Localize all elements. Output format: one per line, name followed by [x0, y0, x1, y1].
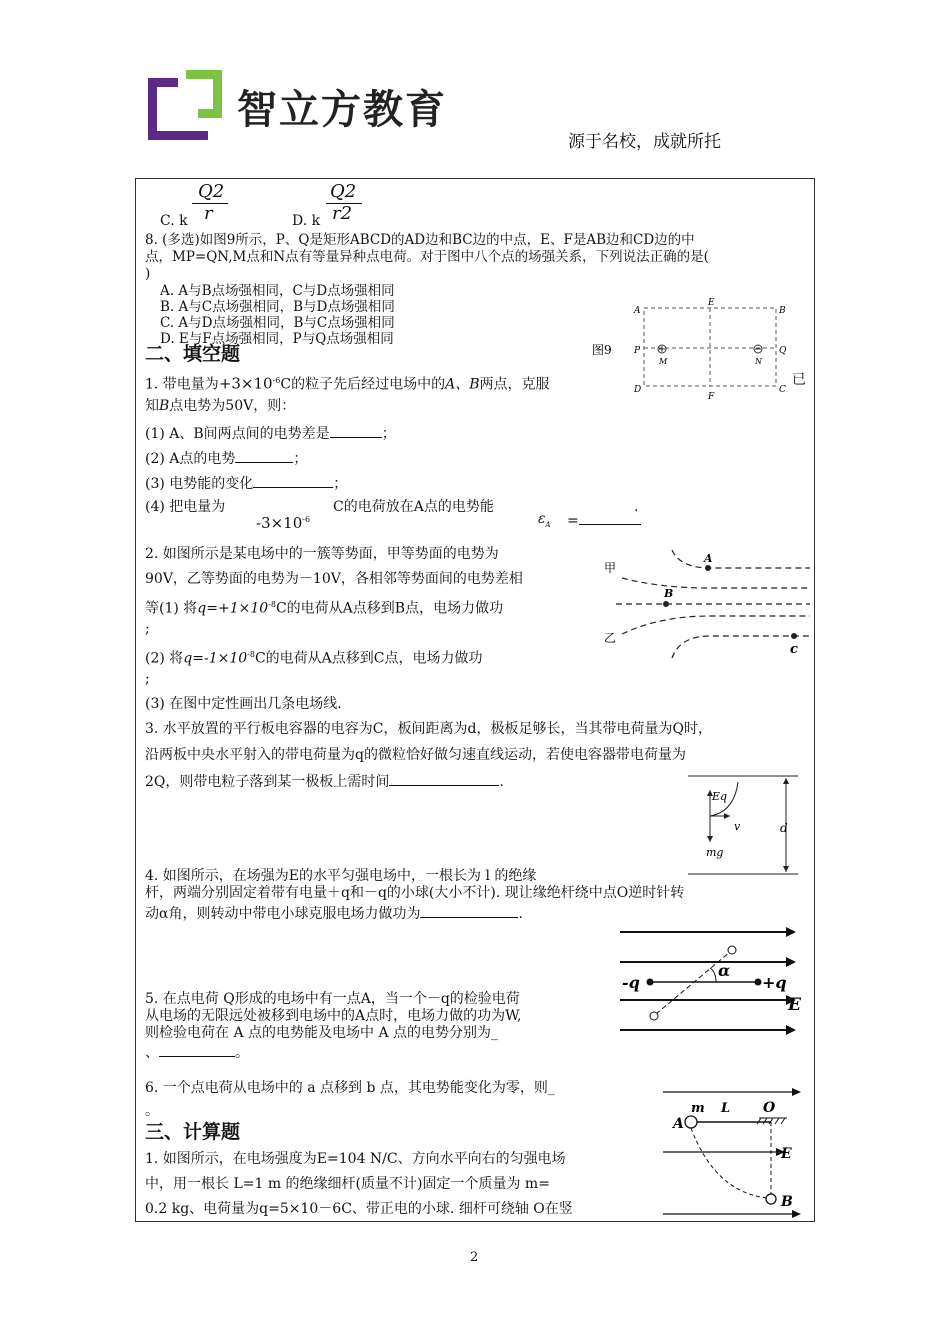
f4-line-2: 杆，两端分别固定着带有电量＋q和－q的小球(大小不计). 现让缘绝杆绕中点O逆时针转: [145, 885, 685, 901]
f5-line-1: 5. 在点电荷 Q形成的电场中有一点A，当一个－q的检验电荷: [145, 991, 520, 1007]
q8-option-a: A. A与B点场强相同，C与D点场强相同: [160, 283, 395, 299]
option-c: C. k: [160, 213, 188, 229]
label-o: O: [763, 1100, 776, 1116]
label-v: v: [734, 820, 741, 833]
label-a: A: [673, 1116, 684, 1132]
fig9-label-d: D: [634, 385, 642, 395]
frac-d-denominator: r2: [332, 203, 353, 224]
f1-sub-4: (4) 把电量为: [145, 499, 226, 515]
f6-line-1: 6. 一个点电荷从电场中的 a 点移到 b 点，其电势能变化为零，则_: [145, 1080, 555, 1096]
f1-sub-4-text: C的电荷放在A点的电势能: [333, 499, 494, 515]
figure-9-rectangle-diagram: [588, 292, 798, 404]
f1-sub-4-eq: =: [567, 511, 641, 530]
answer-blank[interactable]: [159, 1043, 235, 1057]
label-yi: 乙: [604, 631, 617, 645]
answer-blank[interactable]: [253, 474, 333, 488]
point-c: [791, 633, 797, 639]
f2-line-5: (2) 将$q=-1\times 10^{-8}C$的电荷从A点移到C点，电场力做功: [145, 650, 483, 667]
point-a: [705, 565, 711, 571]
label-neg-q: -q: [622, 973, 640, 992]
pendulum-rod-figure: [655, 1082, 810, 1220]
c1-line-2: 中，用一根长 L=1 m 的绝缘细杆(质量不计)固定一个质量为 m=: [145, 1176, 550, 1192]
f3-line-3: 2Q，则带电粒子落到某一极板上需时间 .: [145, 774, 504, 790]
frac-d-numerator: Q2: [330, 181, 357, 202]
label-jia: 甲: [604, 561, 617, 575]
f1-sub-3: (3) 电势能的变化 ；: [145, 476, 348, 492]
option-d: D. k: [292, 213, 321, 229]
q8-option-d: D. E与F点场强相同，P与Q点场强相同: [160, 331, 394, 347]
f1-sub-4-epsilon: $\varepsilon_A$: [538, 511, 551, 529]
slogan: 源于名校，成就所托: [568, 132, 721, 152]
q8-line-3: ): [145, 266, 151, 282]
f1-sub-4-charge: $-3\times 10^{-6}$: [256, 514, 311, 532]
label-b: B: [781, 1194, 793, 1210]
label-m: m: [691, 1101, 705, 1116]
f5-line-2: 从电场的无限远处被移到电场中的A点时，电场力做的功为W,: [145, 1008, 522, 1024]
label-c: c: [790, 642, 798, 657]
q8-line-2: 点，MP=QN,M点和N点有等量异种点电荷。对于图中八个点的场强关系，下列说法正确的是(: [145, 249, 709, 265]
f2-line-2: 90V，乙等势面的电势为－10V，各相邻等势面间的电势差相: [145, 571, 523, 587]
fig9-caption: 图9: [592, 343, 612, 357]
f1-line-2: 知B点电势为50V，则：: [145, 398, 296, 414]
q8-option-b: B. A与C点场强相同，B与D点场强相同: [160, 299, 395, 315]
fig9-label-m: M: [659, 357, 668, 366]
f5-line-4: 、 。: [145, 1045, 249, 1061]
fig9-label-e: E: [708, 298, 715, 308]
fig9-label-c: C: [779, 385, 786, 395]
equipotential-figure: [600, 540, 812, 665]
f4-line-1: 4. 如图所示，在场强为E的水平匀强电场中，一根长为 l 的绝缘: [145, 868, 537, 884]
fig9-label-q: Q: [779, 346, 787, 356]
label-d: d: [780, 821, 788, 835]
frac-c-denominator: r: [204, 203, 213, 224]
f2-line-4: ;: [145, 621, 150, 637]
brand-logo-icon: [148, 70, 228, 142]
fig9-label-n: N: [755, 357, 762, 366]
answer-blank[interactable]: [420, 904, 518, 918]
f2-line-6: ;: [145, 671, 150, 687]
f2-line-3: 等(1) 将$q=+1\times 10^{-8}C$的电荷从A点移到B点，电场力做功: [145, 600, 504, 617]
fig9-label-f: F: [708, 392, 715, 402]
label-b: B: [664, 587, 674, 600]
f3-line-2: 沿两板中央水平射入的带电荷量为q的微粒恰好做匀速直线运动，若使电容器带电荷量为: [145, 747, 686, 763]
brand-name: 智立方教育: [237, 87, 447, 133]
page-number: 2: [470, 1250, 479, 1265]
f3-line-1: 3. 水平放置的平行板电容器的电容为C，板间距离为d，极板足够长，当其带电荷量为Q时，: [145, 721, 712, 737]
f1-sub-4-end: .: [634, 499, 639, 515]
label-a: A: [704, 552, 713, 565]
f1-line-1-end: 已: [792, 372, 806, 388]
fig9-label-a: A: [634, 306, 641, 316]
f5-line-3: 则检验电荷在 A 点的电势能及电场中 A 点的电势分别为_: [145, 1025, 499, 1041]
label-eq: Eq: [712, 790, 728, 803]
f4-line-3: 动α角，则转动中带电小球克服电场力做功为 .: [145, 906, 523, 922]
answer-blank[interactable]: [330, 424, 382, 438]
fig9-label-b: B: [779, 306, 786, 316]
label-mg: mg: [706, 846, 724, 859]
fig9-label-p: P: [634, 346, 641, 356]
f1-sub-2: (2) A点的电势 ；: [145, 451, 308, 467]
answer-blank[interactable]: [235, 449, 293, 463]
c1-line-3: 0.2 kg、电荷量为q=5×10－6C、带正电的小球. 细杆可绕轴 O在竖: [145, 1201, 573, 1217]
rotating-rod-figure: [612, 920, 808, 1050]
point-b: [663, 601, 669, 607]
frac-c-numerator: Q2: [198, 181, 225, 202]
capacitor-figure: [688, 772, 808, 877]
f1-sub-1: (1) A、B间两点间的电势差是 ；: [145, 426, 396, 442]
label-e: E: [781, 1146, 792, 1162]
answer-blank[interactable]: [389, 772, 499, 786]
section-2-title: 二、填空题: [145, 343, 241, 365]
label-alpha: α: [718, 961, 731, 980]
section-3-title: 三、计算题: [145, 1121, 241, 1143]
label-l: L: [721, 1101, 731, 1116]
c1-line-1: 1. 如图所示，在电场强度为E=104 N/C、方向水平向右的匀强电场: [145, 1151, 566, 1167]
f2-line-7: (3) 在图中定性画出几条电场线.: [145, 696, 342, 712]
label-pos-q: +q: [762, 973, 787, 992]
q8-option-c: C. A与D点场强相同，B与C点场强相同: [160, 315, 395, 331]
answer-blank[interactable]: [579, 511, 641, 525]
f6-line-2: 。: [145, 1103, 159, 1119]
f1-line-1: 1. 带电量为$+3\times 10^{-6}C$的粒子先后经过电场中的A、B两点，克服: [145, 374, 550, 393]
q8-line-1: 8. (多选)如图9所示，P、Q是矩形ABCD的AD边和BC边的中点，E、F是AB边和CD边的中: [145, 232, 695, 248]
f2-line-1: 2. 如图所示是某电场中的一簇等势面，甲等势面的电势为: [145, 546, 499, 562]
label-e: E: [788, 995, 801, 1015]
